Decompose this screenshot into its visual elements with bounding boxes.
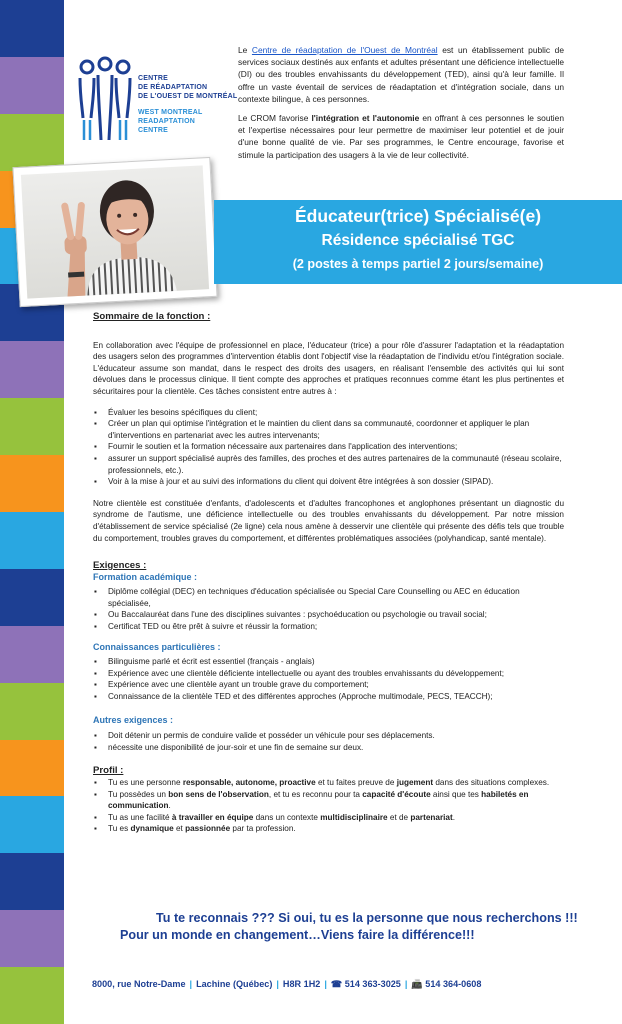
contact-footer: 8000, rue Notre-Dame | Lachine (Québec) | H8R 1H2 | ☎ 514 363-3025 | 📠 514 364-0608 [92, 979, 482, 989]
staff-photo [12, 157, 217, 307]
sommaire-title: Sommaire de la fonction : [93, 311, 211, 322]
stripe-block [0, 0, 64, 57]
connaissances-title: Connaissances particulières : [93, 641, 221, 652]
list-item: ▪ nécessite une disponibilité de jour-soir et une fin de semaine sur deux. [93, 742, 564, 754]
stripe-block [0, 626, 64, 683]
tasks-list [93, 407, 564, 488]
list-item: ▪ Ou Baccalauréat dans l'une des disciplines suivantes : psychoéducation ou psychologie ou travail social; [93, 609, 564, 621]
list-item: ▪ assurer un support spécialisé auprès des familles, des proches et des autres partenaires de la communauté (réseau scolaire, professionnels, etc.). [93, 453, 564, 476]
job-description [93, 311, 564, 835]
sommaire-paragraph: En collaboration avec l'équipe de professionnel en place, l'éducateur (trice) a pour rôle d'assurer l'adaptation et la réadaptation des usagers selon des programmes d'intervention établis dont l'objectif vise la réadaptation de l'individu et/ou l'intégration sociale. L'éducateur assume son mandat, dans le respect des droits des usagers, en réalisant l'ensemble des activités qui lui sont dévolues dans le processus clinique. Il tient compte des approches et pratiques reconnues comme étant les plus pertinentes et sécuritaires pour la clientèle. Ces tâches consistent entre autres à : [93, 340, 564, 396]
list-item: ▪ Expérience avec une clientèle déficiente intellectuelle ou ayant des troubles envahissants du développement; [93, 668, 564, 680]
stripe-block [0, 796, 64, 853]
autres-exigences-title: Autres exigences : [93, 714, 174, 725]
list-item: ▪ Voir à la mise à jour et au suivi des informations du client qui doivent être intégrées à son dossier (SIPAD). [93, 476, 564, 488]
closing-message [120, 910, 580, 944]
footer-fax: 514 364-0608 [425, 979, 482, 989]
stripe-block [0, 512, 64, 569]
stripe-block [0, 455, 64, 512]
profil-title: Profil : [93, 765, 124, 777]
closing-line-1: Tu te reconnais ??? Si oui, tu es la personne que nous recherchons !!! [156, 911, 578, 925]
intro-paragraph-2: Le CROM favorise l'intégration et l'autonomie en offrant à ces personnes le soutien et l'expertise nécessaires pour leur permettre de maximiser leur potentiel et de jouir d'une bonne qualité de vie. Par ses programmes, le Centre encourage, favorise et stimule la participation des usagers à la vie de leur collectivité. [238, 113, 564, 160]
exigences-title: Exigences : [93, 560, 147, 572]
stripe-block [0, 683, 64, 740]
intro-text [238, 44, 564, 168]
clientele-paragraph: Notre clientèle est constituée d'enfants, d'adolescents et d'adultes francophones et anglophones présentant un diagnostic du syndrome de l'autisme, une déficience intellectuelle ou des troubles envahissants du développement. Par notre mission d'établissement de service spécialisé (2e ligne) cela nous amène à desservir une clientèle qui présente des défis tels que trouble du comportement, troubles graves du comportement, et différentes problématiques associées (polyhandicap, santé mentale). [93, 498, 564, 543]
profil-item: ▪ Tu es une personne responsable, autonome, proactive et tu faites preuve de jugement dans des situations complexes. [93, 777, 564, 789]
footer-phone: 514 363-3025 [344, 979, 401, 989]
list-item: ▪ Créer un plan qui optimise l'intégration et le maintien du client dans sa communauté, coordonner et appliquer le plan d'interventions en partenariat avec les autres intervenants; [93, 418, 564, 441]
color-stripe [0, 0, 64, 1024]
list-item: ▪ Certificat TED ou être prêt à suivre et réussir la formation; [93, 621, 564, 633]
footer-address: 8000, rue Notre-Dame [92, 979, 186, 989]
closing-line-2: Pour un monde en changement…Viens faire la différence!!! [120, 928, 475, 942]
profil-list [93, 777, 564, 835]
list-item: ▪ Connaissance de la clientèle TED et des différentes approches (Approche multimodale, PECS, TEACCH); [93, 691, 564, 703]
stripe-block [0, 569, 64, 626]
list-item: ▪ Diplôme collégial (DEC) en techniques d'éducation spécialisée ou Special Care Counselling ou AEC en éducation spécialisée, [93, 586, 564, 609]
stripe-block [0, 57, 64, 114]
phone-icon: ☎ [330, 979, 345, 989]
stripe-block [0, 853, 64, 910]
profil-item: ▪ Tu possèdes un bon sens de l'observation, et tu es reconnu pour ta capacité d'écoute ainsi que tes habiletés en communication. [93, 789, 564, 812]
list-item: ▪ Doit détenir un permis de conduire valide et posséder un véhicule pour ses déplacements. [93, 730, 564, 742]
profil-item: ▪ Tu as une facilité à travailler en équipe dans un contexte multidisciplinaire et de partenariat. [93, 812, 564, 824]
stripe-block [0, 398, 64, 455]
job-schedule: (2 postes à temps partiel 2 jours/semaine) [292, 257, 544, 271]
formation-title: Formation académique : [93, 571, 198, 582]
footer-city: Lachine (Québec) [196, 979, 273, 989]
crom-link[interactable]: Centre de réadaptation de l'Ouest de Montréal [251, 45, 438, 55]
footer-postal: H8R 1H2 [282, 979, 321, 989]
job-location: Résidence spécialisé TGC [321, 232, 515, 249]
fax-icon: 📠 [411, 979, 426, 989]
crom-logo [76, 56, 238, 146]
stripe-block [0, 967, 64, 1024]
list-item: ▪ Fournir le soutien et la formation nécessaire aux partenaires dans l'application des interventions; [93, 441, 564, 453]
person-illustration [21, 165, 209, 298]
formation-list [93, 586, 564, 632]
logo-french-name: CENTRE DE RÉADAPTATION DE L'OUEST DE MONTRÉAL [138, 75, 238, 100]
logo-english-name: WEST MONTREAL READAPTATION CENTRE [138, 109, 203, 134]
job-title: Éducateur(trice) Spécialisé(e) [294, 206, 542, 226]
autres-list [93, 730, 564, 753]
stripe-block [0, 114, 64, 171]
list-item: ▪ Expérience avec une clientèle ayant un trouble grave du comportement; [93, 679, 564, 691]
stripe-block [0, 341, 64, 398]
people-group-logo-icon [76, 56, 134, 142]
stripe-block [0, 910, 64, 967]
list-item: ▪ Bilinguisme parlé et écrit est essentiel (français - anglais) [93, 656, 564, 668]
stripe-block [0, 740, 64, 797]
intro-paragraph-1: Le Centre de réadaptation de l'Ouest de Montréal est un établissement public de services sociaux destinés aux enfants et adultes présentant une déficience intellectuelle (DI) ou des troubles envahissants du développement (TED), ainsi qu'à leur famille. Il offre un vaste éventail de services de réadaptation et d'intégration sociale, dans un contexte bilingue, à ces personnes. [238, 45, 564, 104]
connaissances-list [93, 656, 564, 702]
job-title-banner [214, 200, 622, 284]
profil-item: ▪ Tu es dynamique et passionnée par ta profession. [93, 823, 564, 835]
list-item: ▪ Évaluer les besoins spécifiques du client; [93, 407, 564, 419]
